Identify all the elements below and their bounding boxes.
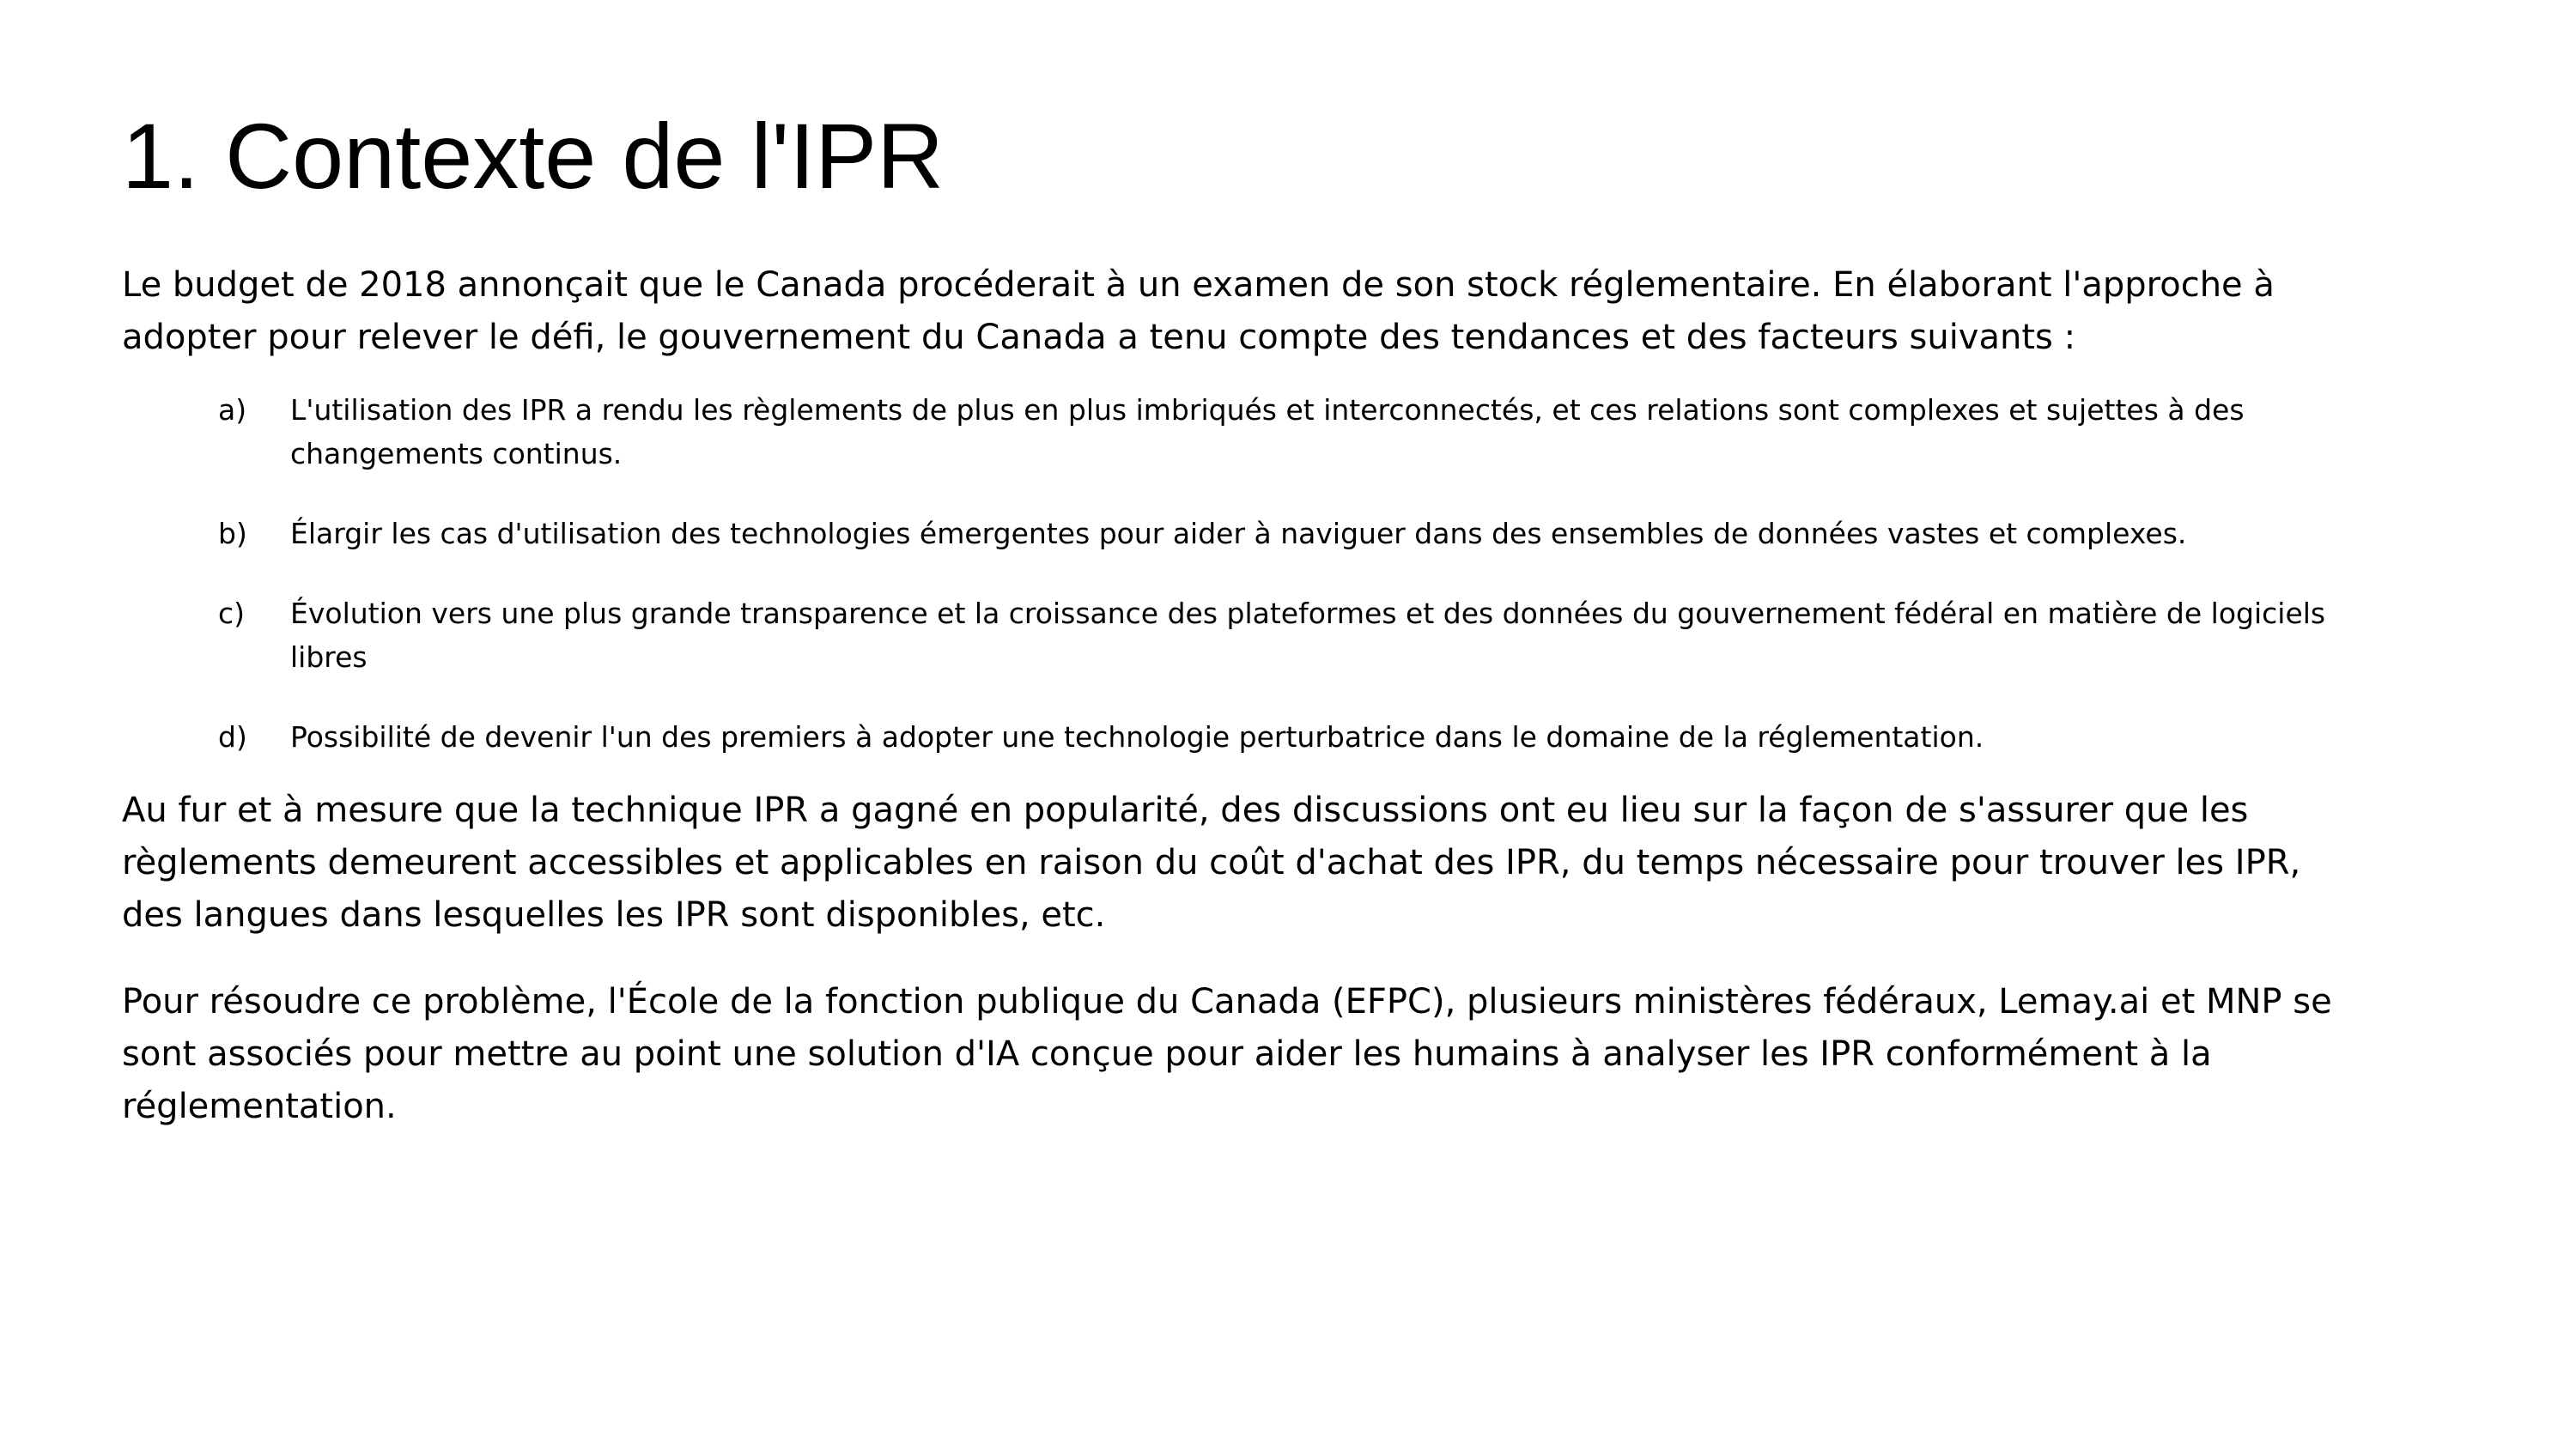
factor-list — [122, 388, 2354, 759]
list-marker: b) — [218, 517, 247, 550]
list-item-text: Possibilité de devenir l'un des premiers à adopter une technologie perturbatrice dans le domaine de la réglementation. — [290, 720, 1984, 754]
intro-paragraph: Le budget de 2018 annonçait que le Canada procéderait à un examen de son stock réglementaire. En élaborant l'approche à adopter pour relever le défi, le gouvernement du Canada a tenu compte des tendances et des facteurs suivants : — [122, 265, 2275, 357]
list-item-text: L'utilisation des IPR a rendu les règlements de plus en plus imbriqués et interconnectés, et ces relations sont complexes et sujettes à des changements continus. — [290, 393, 2245, 470]
slide-body — [122, 259, 2354, 1133]
list-item — [122, 715, 2354, 759]
list-marker: d) — [218, 720, 247, 754]
popularity-paragraph: Au fur et à mesure que la technique IPR a gagné en popularité, des discussions ont eu lieu sur la façon de s'assurer que les règlements demeurent accessibles et applicables en raison du coût d'achat des IPR, du temps nécessaire pour trouver les IPR, des langues dans lesquelles les IPR sont disponibles, etc. — [122, 791, 2301, 935]
list-item — [122, 591, 2354, 679]
list-item-text: Évolution vers une plus grande transparence et la croissance des plateformes et des données du gouvernement fédéral en matière de logiciels libres — [290, 597, 2326, 674]
list-marker: c) — [218, 597, 246, 630]
list-marker: a) — [218, 393, 247, 427]
list-item-text: Élargir les cas d'utilisation des technologies émergentes pour aider à naviguer dans des ensembles de données vastes et complexes. — [290, 517, 2187, 550]
list-item — [122, 512, 2354, 555]
slide-title: 1. Contexte de l'IPR — [122, 104, 945, 208]
solution-paragraph: Pour résoudre ce problème, l'École de la fonction publique du Canada (EFPC), plusieurs ministères fédéraux, Lemay.ai et MNP se sont associés pour mettre au point une solution d'IA conçue pour aider les humains à analyser les IPR conformément à la réglementation. — [122, 982, 2332, 1126]
list-item — [122, 388, 2354, 476]
